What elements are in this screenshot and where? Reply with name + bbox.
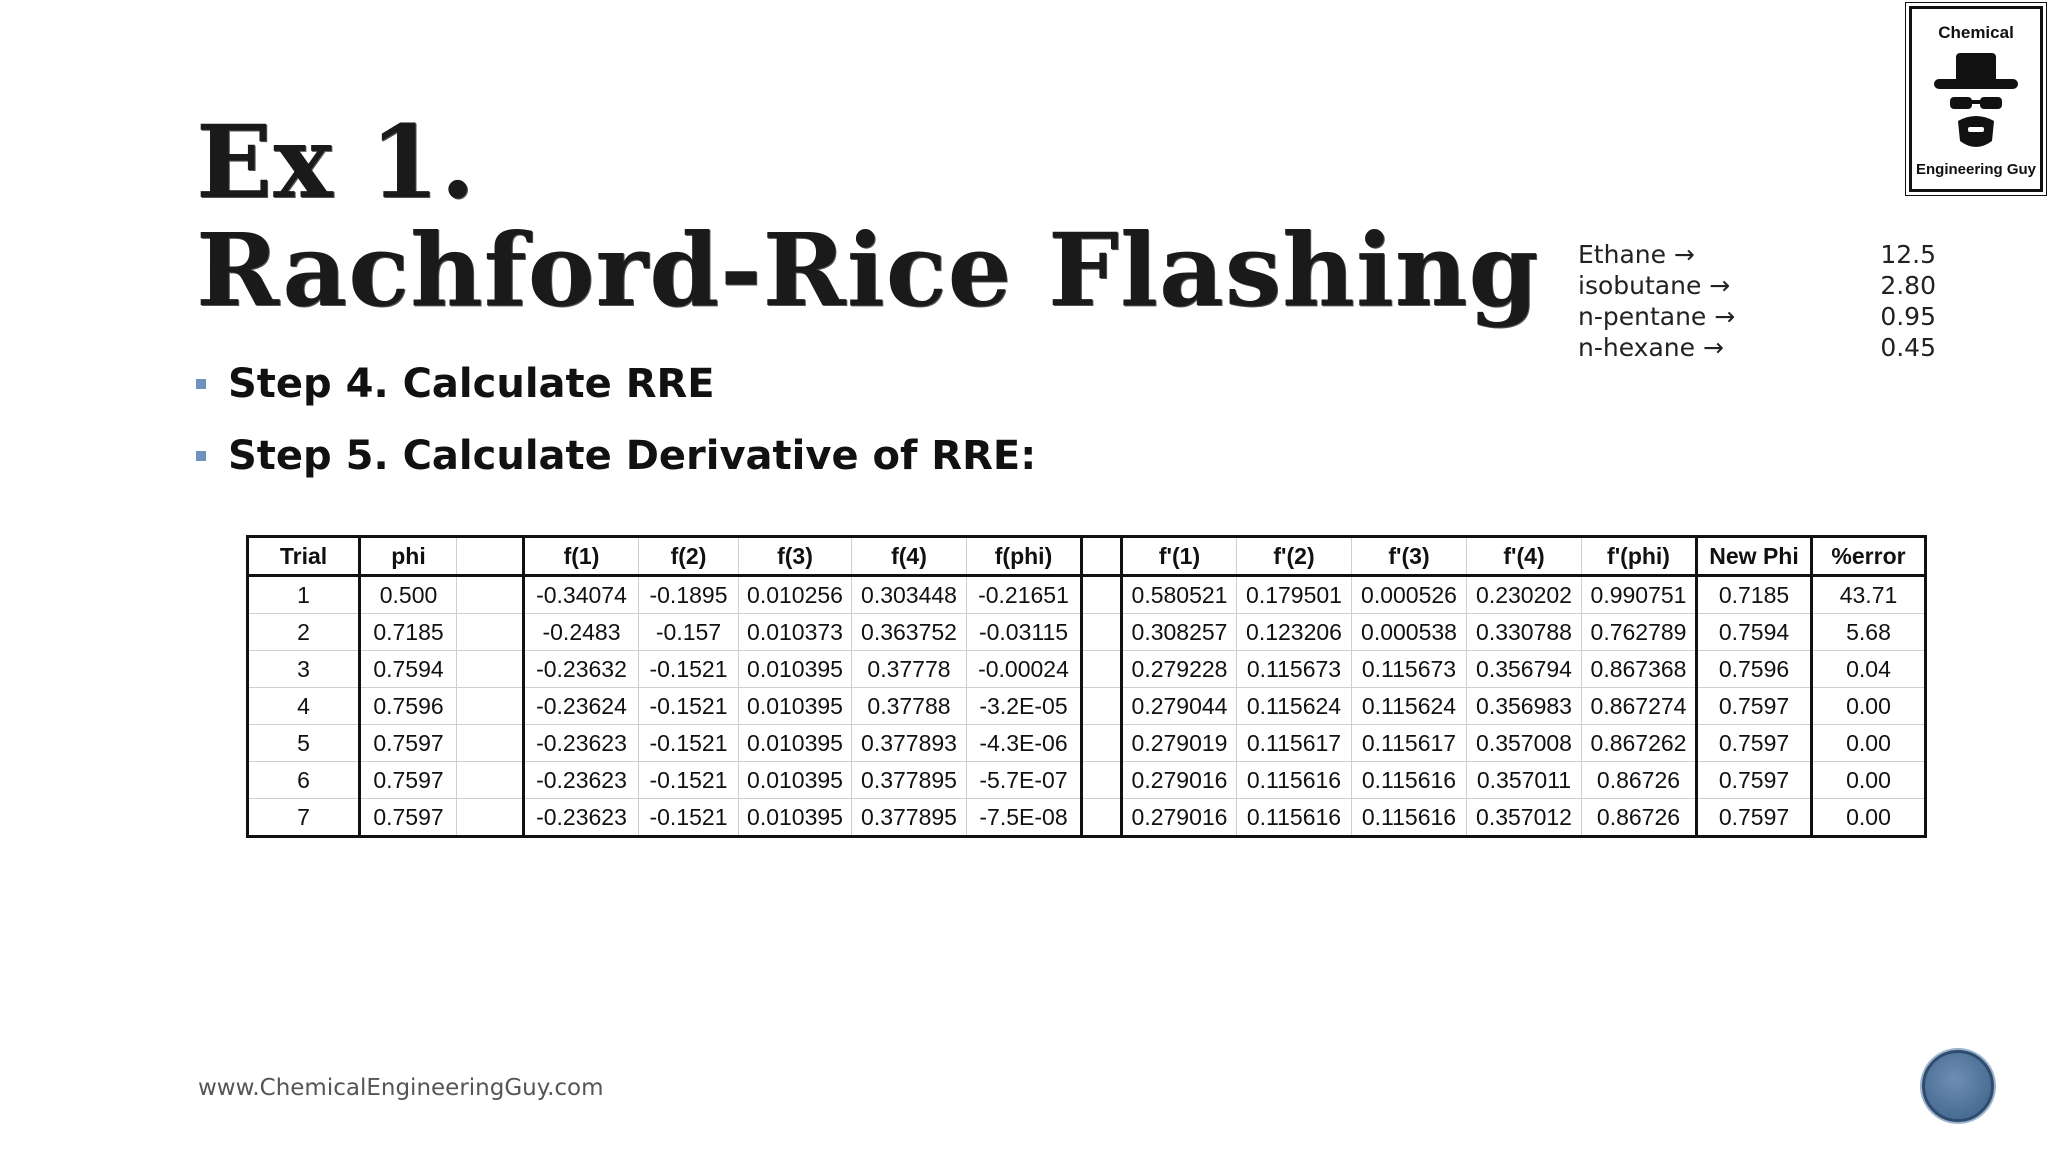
table-cell: 0.86726 — [1582, 799, 1697, 837]
table-cell — [457, 688, 524, 725]
table-cell: 0.010395 — [739, 762, 852, 799]
table-cell: 0.308257 — [1122, 614, 1237, 651]
step-item — [196, 432, 1036, 480]
table-cell: 0.00 — [1812, 725, 1926, 762]
table-cell: -0.1895 — [639, 576, 739, 614]
table-cell: 0.115616 — [1352, 762, 1467, 799]
table-header-row — [248, 537, 1926, 576]
table-cell — [1082, 725, 1122, 762]
table-cell: 5.68 — [1812, 614, 1926, 651]
table-cell — [457, 614, 524, 651]
table-cell — [1082, 576, 1122, 614]
table-cell: 0.377895 — [852, 799, 967, 837]
table-cell — [457, 799, 524, 837]
table-cell — [457, 762, 524, 799]
table-cell: 0.86726 — [1582, 762, 1697, 799]
table-cell: -0.21651 — [967, 576, 1082, 614]
table-cell: 0.279228 — [1122, 651, 1237, 688]
table-cell: 0.010373 — [739, 614, 852, 651]
table-cell: 0.7597 — [1697, 799, 1812, 837]
slide-title-line2: Rachford-Rice Flashing — [196, 211, 1540, 329]
table-row — [248, 651, 1926, 688]
table-cell: 7 — [248, 799, 360, 837]
slide-nav-button-icon[interactable] — [1922, 1050, 1994, 1122]
table-cell: 0.00 — [1812, 688, 1926, 725]
header-dfphi: f'(phi) — [1582, 537, 1697, 576]
table-cell: -3.2E-05 — [967, 688, 1082, 725]
table-cell: 1 — [248, 576, 360, 614]
header-f4: f(4) — [852, 537, 967, 576]
table-cell: 0.7596 — [360, 688, 457, 725]
table-cell: -0.23632 — [524, 651, 639, 688]
step-list — [196, 360, 1036, 504]
header-df2: f'(2) — [1237, 537, 1352, 576]
table-cell: -0.34074 — [524, 576, 639, 614]
table-cell — [457, 576, 524, 614]
step-text: Step 4. Calculate RRE — [228, 361, 715, 407]
rachford-rice-iteration-table — [246, 535, 1927, 838]
table-cell: 0.303448 — [852, 576, 967, 614]
table-cell — [1082, 762, 1122, 799]
table-cell: -0.00024 — [967, 651, 1082, 688]
table-cell: 0.115617 — [1237, 725, 1352, 762]
header-error: %error — [1812, 537, 1926, 576]
table-cell: 0.04 — [1812, 651, 1926, 688]
table-cell — [1082, 651, 1122, 688]
table-cell: 0.500 — [360, 576, 457, 614]
table-cell: 0.867262 — [1582, 725, 1697, 762]
k-value: 2.80 — [1880, 271, 1936, 300]
table-cell: 3 — [248, 651, 360, 688]
header-df3: f'(3) — [1352, 537, 1467, 576]
table-cell: -0.1521 — [639, 762, 739, 799]
table-cell: 0.7596 — [1697, 651, 1812, 688]
table-cell: 0.010395 — [739, 688, 852, 725]
component-label: n-hexane → — [1578, 333, 1724, 362]
k-value: 12.5 — [1880, 240, 1936, 269]
table-cell: -0.1521 — [639, 651, 739, 688]
table-cell: 0.115673 — [1352, 651, 1467, 688]
table-cell: 0.7597 — [360, 725, 457, 762]
table-row — [248, 688, 1926, 725]
table-cell: 0.357008 — [1467, 725, 1582, 762]
table-cell: 0.000526 — [1352, 576, 1467, 614]
table-cell: 0.010395 — [739, 799, 852, 837]
table-cell: 0.7597 — [360, 799, 457, 837]
table-cell: 0.762789 — [1582, 614, 1697, 651]
k-values-list — [1578, 239, 1936, 363]
table-cell: 0.356794 — [1467, 651, 1582, 688]
table-cell: 0.115616 — [1237, 762, 1352, 799]
table-row — [248, 725, 1926, 762]
k-value-row — [1578, 270, 1936, 301]
header-trial: Trial — [248, 537, 360, 576]
table-cell: 0.179501 — [1237, 576, 1352, 614]
table-cell: 0.7594 — [360, 651, 457, 688]
k-value: 0.95 — [1880, 302, 1936, 331]
table-cell — [457, 725, 524, 762]
table-cell: 0.580521 — [1122, 576, 1237, 614]
table-row — [248, 799, 1926, 837]
table-cell — [1082, 799, 1122, 837]
header-fphi: f(phi) — [967, 537, 1082, 576]
table-cell: 0.7185 — [1697, 576, 1812, 614]
table-cell: 0.000538 — [1352, 614, 1467, 651]
table-cell: -0.23623 — [524, 762, 639, 799]
table-cell: 0.123206 — [1237, 614, 1352, 651]
table-cell: 0.010256 — [739, 576, 852, 614]
table-cell: 0.37788 — [852, 688, 967, 725]
logo-text-top: Chemical — [1938, 23, 2014, 42]
header-f2: f(2) — [639, 537, 739, 576]
table-cell: 0.279044 — [1122, 688, 1237, 725]
table-cell: 0.357011 — [1467, 762, 1582, 799]
chemical-engineering-guy-logo — [1909, 6, 2043, 192]
header-f1: f(1) — [524, 537, 639, 576]
table-cell: 0.279019 — [1122, 725, 1237, 762]
table-cell: 0.115624 — [1237, 688, 1352, 725]
component-label: n-pentane → — [1578, 302, 1736, 331]
footer-website: www.ChemicalEngineeringGuy.com — [198, 1075, 604, 1101]
header-f3: f(3) — [739, 537, 852, 576]
table-row — [248, 614, 1926, 651]
table-cell: 0.37778 — [852, 651, 967, 688]
component-label: Ethane → — [1578, 240, 1695, 269]
header-new-phi: New Phi — [1697, 537, 1812, 576]
table-cell: -0.23623 — [524, 725, 639, 762]
table-cell: 0.357012 — [1467, 799, 1582, 837]
table-cell: 0.867274 — [1582, 688, 1697, 725]
logo-text-bottom: Engineering Guy — [1915, 161, 2036, 178]
table-cell: 0.990751 — [1582, 576, 1697, 614]
table-cell: 0.867368 — [1582, 651, 1697, 688]
table-cell: -0.2483 — [524, 614, 639, 651]
hat-sunglasses-beard-icon — [1928, 49, 2024, 157]
table-cell: 0.363752 — [852, 614, 967, 651]
table-cell: -0.1521 — [639, 688, 739, 725]
table-cell: 0.7594 — [1697, 614, 1812, 651]
table-cell — [1082, 614, 1122, 651]
table-cell: 0.7597 — [1697, 688, 1812, 725]
table-cell: -4.3E-06 — [967, 725, 1082, 762]
header-spacer — [457, 537, 524, 576]
table-cell: 0.115616 — [1352, 799, 1467, 837]
table-cell: 0.330788 — [1467, 614, 1582, 651]
table-cell: -0.157 — [639, 614, 739, 651]
table-cell: 0.7597 — [1697, 725, 1812, 762]
table-cell — [457, 651, 524, 688]
table-cell: 5 — [248, 725, 360, 762]
slide-title — [196, 103, 1540, 329]
table-cell: 43.71 — [1812, 576, 1926, 614]
table-cell: 2 — [248, 614, 360, 651]
table-cell: 0.115616 — [1237, 799, 1352, 837]
component-label: isobutane → — [1578, 271, 1731, 300]
table-cell: -5.7E-07 — [967, 762, 1082, 799]
table-cell: 0.010395 — [739, 651, 852, 688]
table-cell: 0.00 — [1812, 762, 1926, 799]
k-value-row — [1578, 301, 1936, 332]
table-cell: 0.010395 — [739, 725, 852, 762]
header-df4: f'(4) — [1467, 537, 1582, 576]
table-cell — [1082, 688, 1122, 725]
k-value-row — [1578, 239, 1936, 270]
k-value-row — [1578, 332, 1936, 363]
table-cell: 6 — [248, 762, 360, 799]
table-cell: -0.23624 — [524, 688, 639, 725]
table-cell: 0.279016 — [1122, 799, 1237, 837]
table-cell: 4 — [248, 688, 360, 725]
header-df1: f'(1) — [1122, 537, 1237, 576]
table-cell: 0.230202 — [1467, 576, 1582, 614]
table-cell: 0.7597 — [1697, 762, 1812, 799]
slide-title-line1: Ex 1. — [196, 103, 477, 221]
table-cell: -7.5E-08 — [967, 799, 1082, 837]
table-cell: 0.279016 — [1122, 762, 1237, 799]
table-cell: -0.03115 — [967, 614, 1082, 651]
step-text: Step 5. Calculate Derivative of RRE: — [228, 433, 1037, 479]
table-row — [248, 762, 1926, 799]
table-cell: 0.115617 — [1352, 725, 1467, 762]
bullet-square-icon — [196, 451, 206, 461]
table-cell: 0.377893 — [852, 725, 967, 762]
table-cell: -0.1521 — [639, 725, 739, 762]
table-cell: -0.23623 — [524, 799, 639, 837]
table-row — [248, 576, 1926, 614]
table-cell: 0.7597 — [360, 762, 457, 799]
bullet-square-icon — [196, 379, 206, 389]
table-cell: 0.00 — [1812, 799, 1926, 837]
table-body — [248, 576, 1926, 837]
table-cell: -0.1521 — [639, 799, 739, 837]
table-cell: 0.115673 — [1237, 651, 1352, 688]
k-value: 0.45 — [1880, 333, 1936, 362]
table-cell: 0.377895 — [852, 762, 967, 799]
table-cell: 0.7185 — [360, 614, 457, 651]
step-item — [196, 360, 1036, 408]
table-cell: 0.115624 — [1352, 688, 1467, 725]
table-cell: 0.356983 — [1467, 688, 1582, 725]
header-phi: phi — [360, 537, 457, 576]
header-spacer — [1082, 537, 1122, 576]
